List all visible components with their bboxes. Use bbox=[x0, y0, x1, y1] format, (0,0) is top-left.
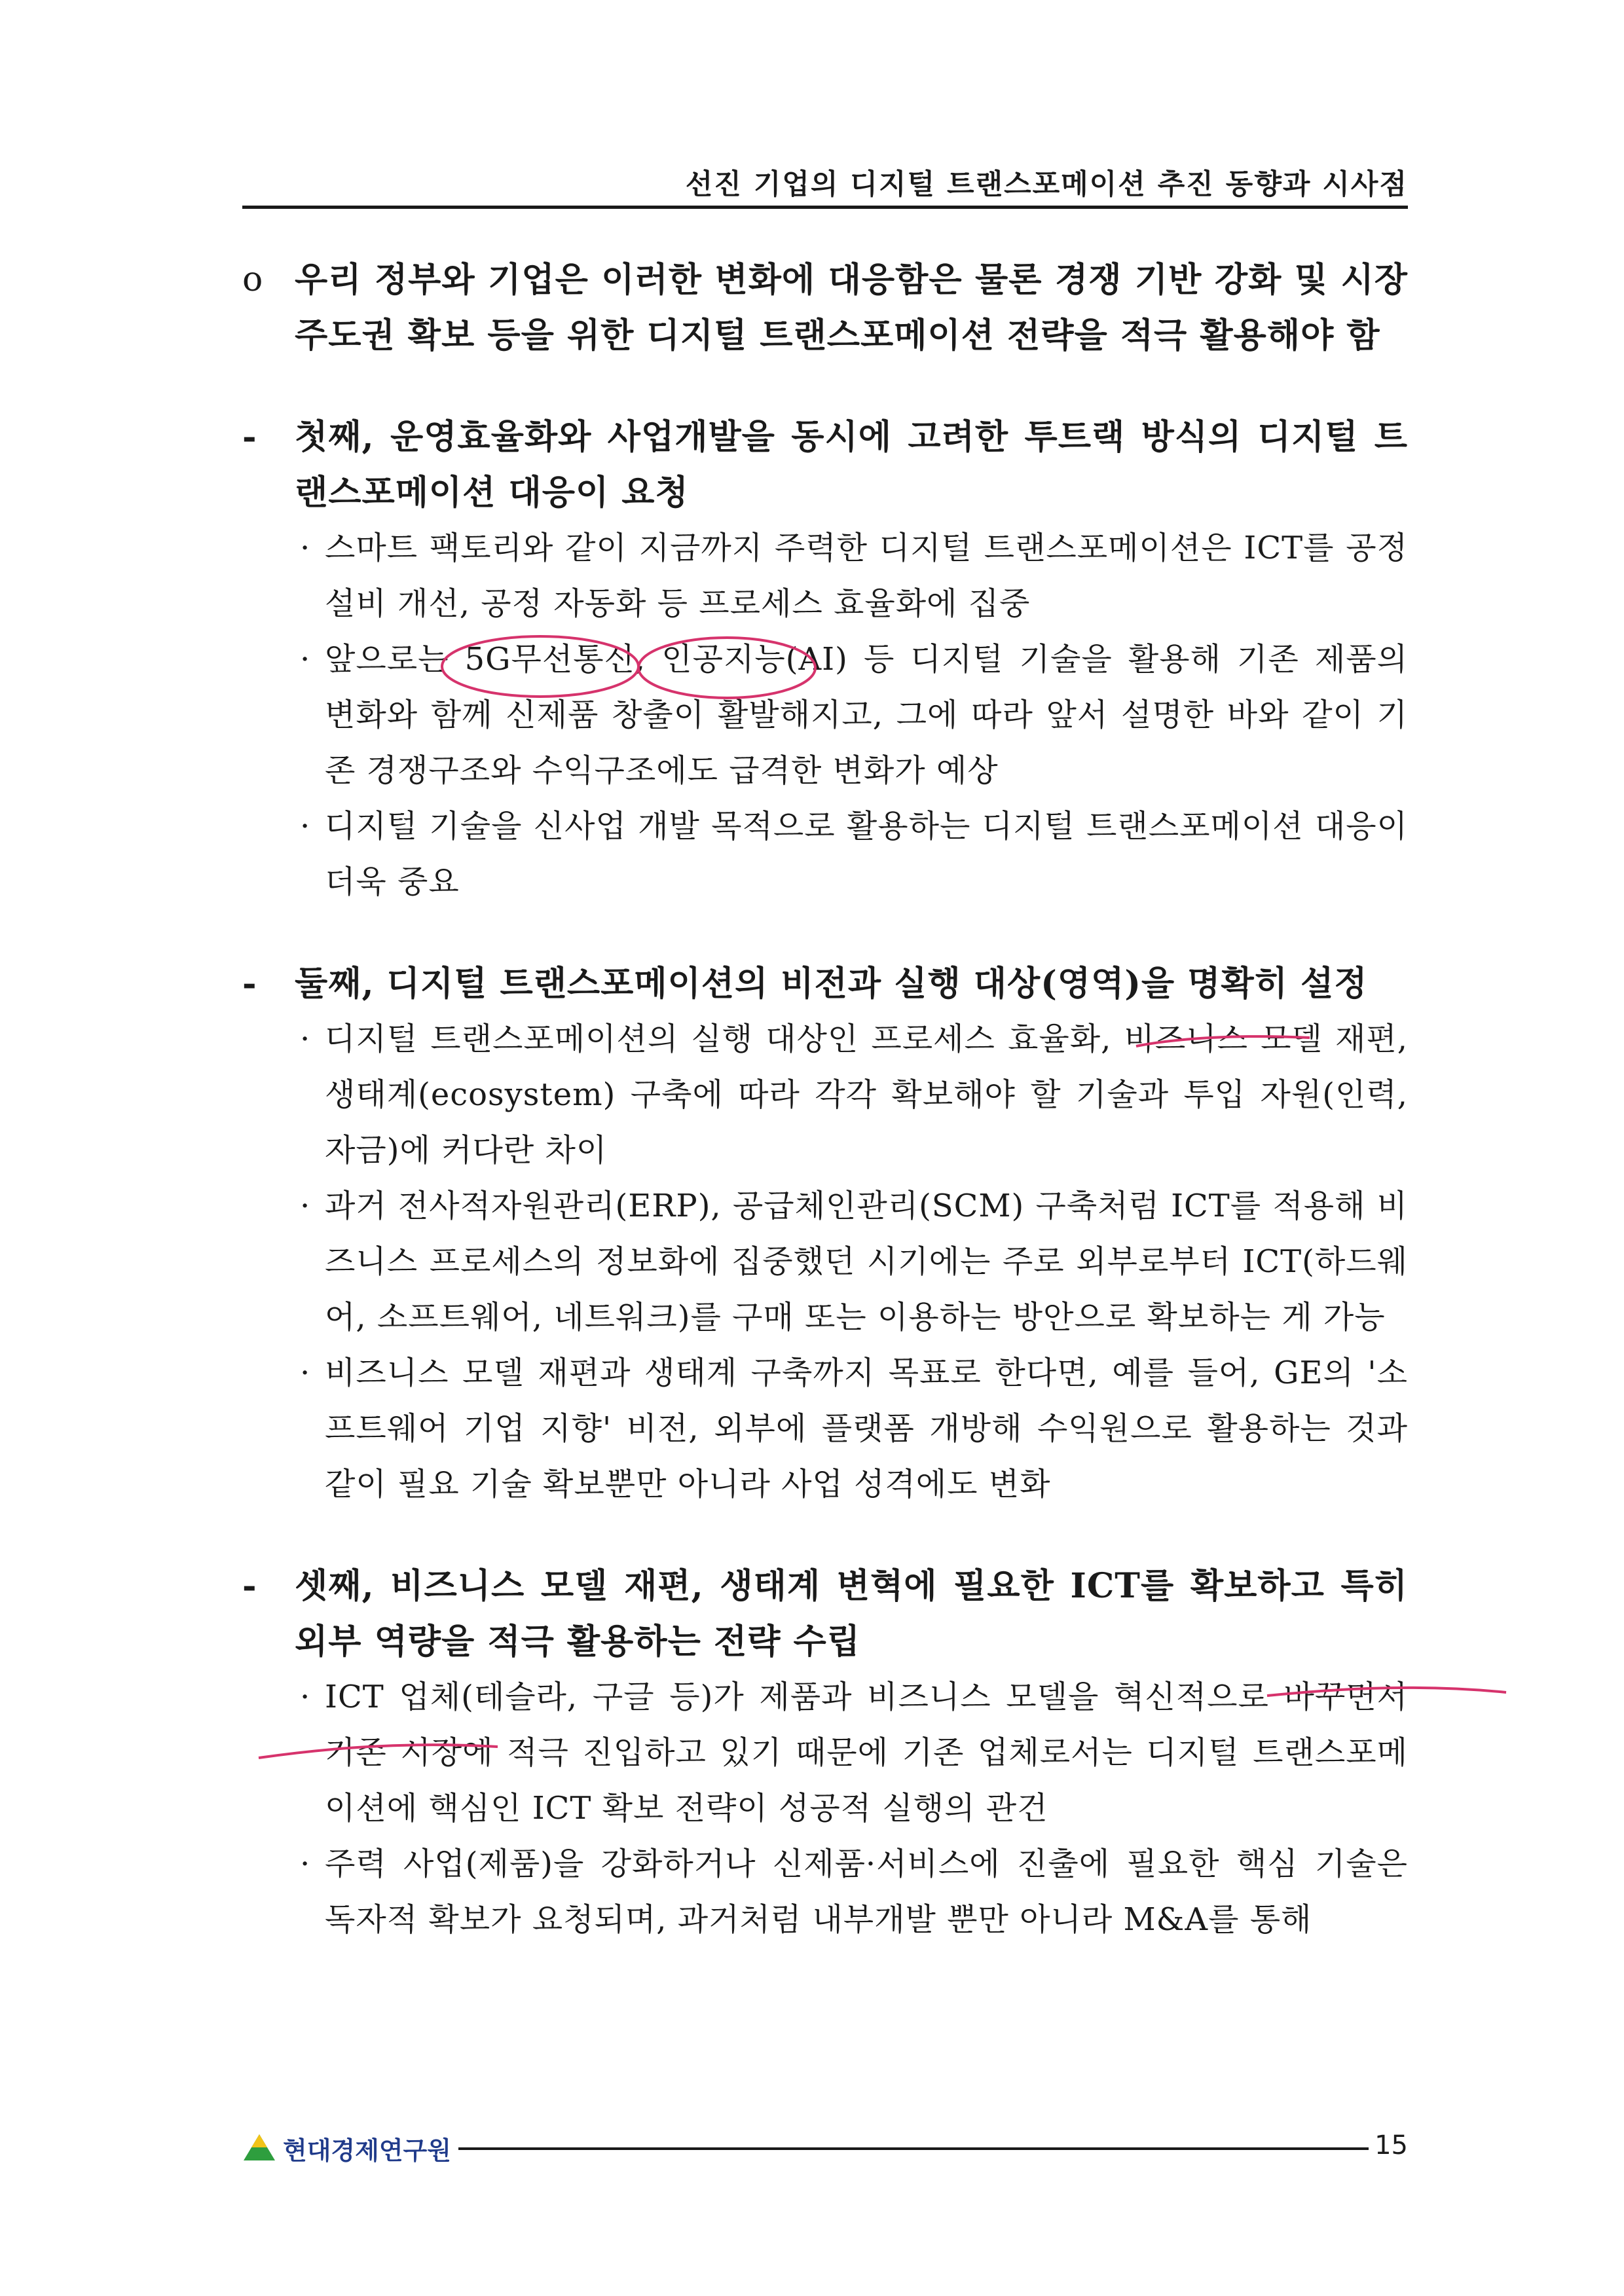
dash-marker: - bbox=[242, 1566, 257, 1606]
bullet-item bbox=[242, 520, 1408, 632]
section-title bbox=[242, 956, 1408, 1011]
bullet-text: 과거 전사적자원관리(ERP), 공급체인관리(SCM) 구축처럼 ICT를 적용해 비즈니스 프로세스의 정보화에 집중했던 시기에는 주로 외부로부터 ICT(하드웨어, 소프트웨어, 네트워크)를 구매 또는 이용하는 방안으로 확보하는 게 가능 bbox=[325, 1188, 1408, 1336]
bullet-item bbox=[242, 1345, 1408, 1512]
section-title-text: 둘째, 디지털 트랜스포메이션의 비전과 실행 대상(영역)을 명확히 설정 bbox=[295, 964, 1368, 1004]
dot-marker: · bbox=[300, 1846, 311, 1882]
bullet-item bbox=[242, 1178, 1408, 1345]
header-rule bbox=[242, 206, 1408, 209]
lead-text: 우리 정부와 기업은 이러한 변화에 대응함은 물론 경쟁 기반 강화 및 시장 주도권 확보 등을 위한 디지털 트랜스포메이션 전략을 적극 활용해야 함 bbox=[295, 260, 1408, 355]
page-number: 15 bbox=[1375, 2130, 1408, 2160]
bullet-item bbox=[242, 1011, 1408, 1178]
bullet-item bbox=[242, 1669, 1408, 1836]
dot-marker: · bbox=[300, 1679, 311, 1715]
section-3 bbox=[242, 1558, 1408, 1948]
dot-marker: · bbox=[300, 641, 311, 678]
dot-marker: · bbox=[300, 530, 311, 566]
circle-bullet: o bbox=[242, 260, 264, 299]
bullet-item bbox=[242, 1836, 1408, 1948]
lead-paragraph bbox=[242, 252, 1408, 363]
footer-rule bbox=[458, 2147, 1369, 2150]
bullet-item bbox=[242, 799, 1408, 910]
section-title bbox=[242, 409, 1408, 520]
running-header: 선진 기업의 디지털 트랜스포메이션 추진 동향과 시사점 bbox=[685, 168, 1408, 201]
bullet-item bbox=[242, 632, 1408, 799]
dot-marker: · bbox=[300, 1188, 311, 1224]
body-content bbox=[242, 252, 1408, 1948]
section-title-text: 셋째, 비즈니스 모델 재편, 생태계 변혁에 필요한 ICT를 확보하고 특히 외부 역량을 적극 활용하는 전략 수립 bbox=[295, 1566, 1408, 1662]
bullet-text: 디지털 트랜스포메이션의 실행 대상인 프로세스 효율화, 비즈니스 모델 재편, 생태계(ecosystem) 구축에 따라 각각 확보해야 할 기술과 투입 자원(인력, 자금)에 커다란 차이 bbox=[325, 1021, 1408, 1169]
dot-marker: · bbox=[300, 1355, 311, 1391]
bullet-text: 디지털 기술을 신사업 개발 목적으로 활용하는 디지털 트랜스포메이션 대응이 더욱 중요 bbox=[325, 808, 1408, 900]
triangle-logo-icon bbox=[242, 2133, 276, 2162]
organization-name: 현대경제연구원 bbox=[283, 2136, 451, 2165]
page-footer bbox=[242, 2128, 1408, 2167]
section-title bbox=[242, 1558, 1408, 1669]
section-2 bbox=[242, 956, 1408, 1512]
bullet-text: 앞으로는 5G무선통신, 인공지능(AI) 등 디지털 기술을 활용해 기존 제품의 변화와 함께 신제품 창출이 활발해지고, 그에 따라 앞서 설명한 바와 같이 기존 경쟁구조와 수익구조에도 급격한 변화가 예상 bbox=[325, 641, 1408, 789]
section-title-text: 첫째, 운영효율화와 사업개발을 동시에 고려한 투트랙 방식의 디지털 트랜스포메이션 대응이 요청 bbox=[295, 417, 1408, 513]
bullet-text: 비즈니스 모델 재편과 생태계 구축까지 목표로 한다면, 예를 들어, GE의 '소프트웨어 기업 지향' 비전, 외부에 플랫폼 개방해 수익원으로 활용하는 것과 같이 필요 기술 확보뿐만 아니라 사업 성격에도 변화 bbox=[325, 1355, 1408, 1503]
bullet-text: ICT 업체(테슬라, 구글 등)가 제품과 비즈니스 모델을 혁신적으로 바꾸면서 기존 시장에 적극 진입하고 있기 때문에 기존 업체로서는 디지털 트랜스포메이션에 핵심인 ICT 확보 전략이 성공적 실행의 관건 bbox=[325, 1679, 1408, 1827]
dash-marker: - bbox=[242, 964, 257, 1004]
bullet-text: 주력 사업(제품)을 강화하거나 신제품·서비스에 진출에 필요한 핵심 기술은 독자적 확보가 요청되며, 과거처럼 내부개발 뿐만 아니라 M&A를 통해 bbox=[325, 1846, 1408, 1938]
section-1 bbox=[242, 409, 1408, 910]
dot-marker: · bbox=[300, 808, 311, 845]
dot-marker: · bbox=[300, 1021, 311, 1057]
dash-marker: - bbox=[242, 417, 257, 457]
bullet-text: 스마트 팩토리와 같이 지금까지 주력한 디지털 트랜스포메이션은 ICT를 공정 설비 개선, 공정 자동화 등 프로세스 효율화에 집중 bbox=[325, 530, 1408, 622]
